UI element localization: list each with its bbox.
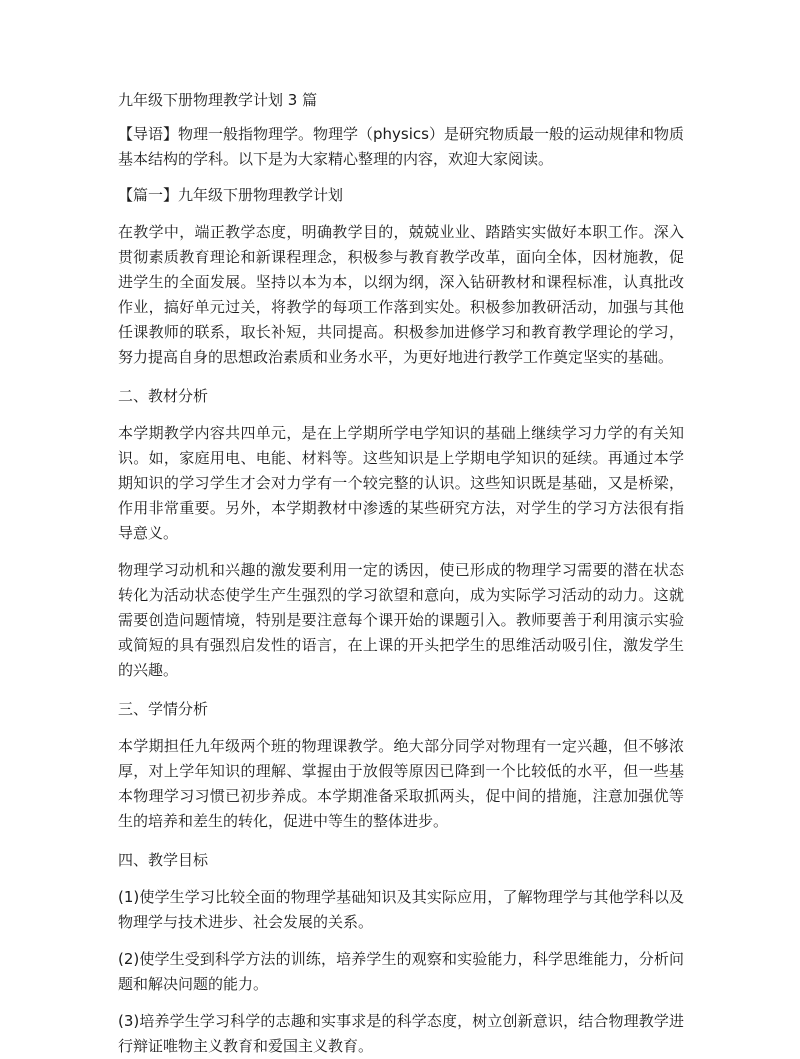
goal-item-3: (3)培养学生学习科学的志趣和实事求是的科学态度，树立创新意识，结合物理教学进行辩证唯物主义教育和爱国主义教育。 bbox=[118, 1012, 684, 1055]
section3-paragraph: 本学期担任九年级两个班的物理课教学。绝大部分同学对物理有一定兴趣，但不够浓厚，对上学年知识的理解、掌握由于放假等原因已降到一个比较低的水平，但一些基本物理学习习惯已初步养成。本学期准备采取抓两头，促中间的措施，注意加强优等生的培养和差生的转化，促进中等生的整体进步。 bbox=[118, 737, 684, 830]
document-page bbox=[118, 90, 684, 1059]
section2-paragraph-1: 本学期教学内容共四单元，是在上学期所学电学知识的基础上继续学习力学的有关知识。如，家庭用电、电能、材料等。这些知识是上学期电学知识的延续。再通过本学期知识的学习学生才会对力学有一个较完整的认识。这些知识既是基础，又是桥梁，作用非常重要。另外，本学期教材中渗透的某些研究方法，对学生的学习方法很有指导意义。 bbox=[118, 424, 684, 542]
goal-item-1: (1)使学生学习比较全面的物理学基础知识及其实际应用，了解物理学与其他学科以及物理学与技术进步、社会发展的关系。 bbox=[118, 888, 684, 931]
document-title: 九年级下册物理教学计划 3 篇 bbox=[118, 91, 318, 109]
intro-paragraph: 【导语】物理一般指物理学。物理学（physics）是研究物质最一般的运动规律和物质基本结构的学科。以下是为大家精心整理的内容，欢迎大家阅读。 bbox=[118, 125, 684, 168]
section1-paragraph: 在教学中，端正教学态度，明确教学目的，兢兢业业、踏踏实实做好本职工作。深入贯彻素质教育理论和新课程理念，积极参与教育教学改革，面向全体，因材施教，促进学生的全面发展。坚持以本为本，以纲为纲，深入钻研教材和课程标准，认真批改作业，搞好单元过关，将教学的每项工作落到实处。积极参加教研活动，加强与其他任课教师的联系，取长补短，共同提高。积极参加进修学习和教育教学理论的学习，努力提高自身的思想政治素质和业务水平，为更好地进行教学工作奠定坚实的基础。 bbox=[118, 223, 684, 366]
section2-heading: 二、教材分析 bbox=[118, 387, 209, 405]
section4-heading: 四、教学目标 bbox=[118, 851, 209, 869]
section3-heading: 三、学情分析 bbox=[118, 700, 209, 718]
section2-paragraph-2: 物理学习动机和兴趣的激发要利用一定的诱因，使已形成的物理学习需要的潜在状态转化为活动状态使学生产生强烈的学习欲望和意向，成为实际学习活动的动力。这就需要创造问题情境，特别是要注意每个课开始的课题引入。教师要善于利用演示实验或简短的具有强烈启发性的语言，在上课的开头把学生的思维活动吸引住，激发学生的兴趣。 bbox=[118, 561, 684, 679]
section1-heading: 【篇一】九年级下册物理教学计划 bbox=[118, 186, 344, 204]
goal-item-2: (2)使学生受到科学方法的训练，培养学生的观察和实验能力，科学思维能力，分析问题和解决问题的能力。 bbox=[118, 950, 684, 993]
